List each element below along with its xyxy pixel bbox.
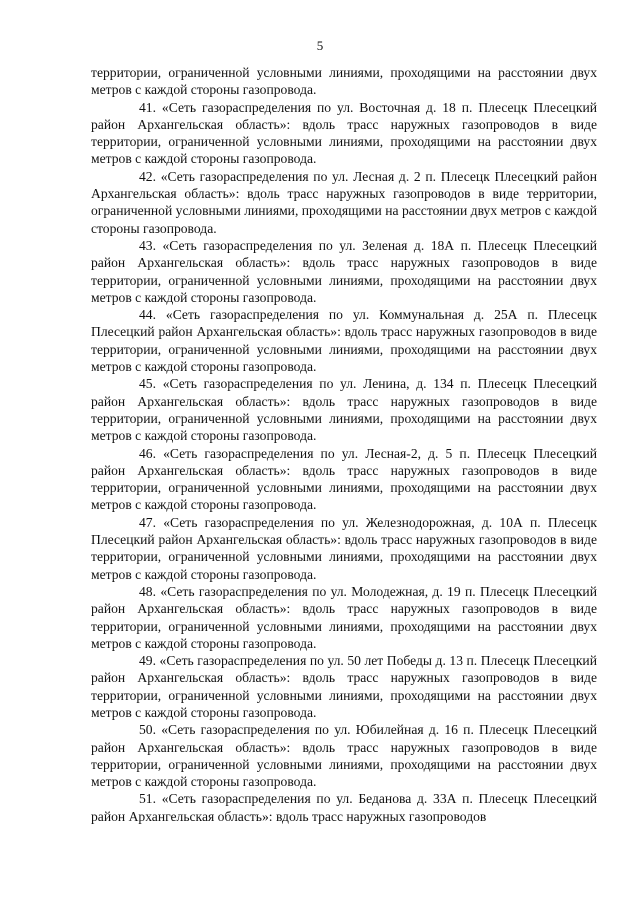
item-number: 44. xyxy=(139,307,156,323)
item-text: «Сеть газораспределения по ул. Лесная-2, д. 5 п. Плесецк Плесецкий район Архангельская область»: вдоль трасс наружных газопроводов в виде территории, ограниченной условными линиями, проходящими на расстоянии двух метров с каждой стороны газопровода. xyxy=(91,445,597,513)
page-number: 5 xyxy=(316,38,324,53)
item-text: «Сеть газораспределения по ул. Коммунальная д. 25А п. Плесецк Плесецкий район Архангельская область»: вдоль трасс наружных газопроводов в виде территории, ограниченной условными линиями, проходящими на расстоянии двух метров с каждой стороны газопровода. xyxy=(91,307,597,375)
item-text: «Сеть газораспределения по ул. Восточная д. 18 п. Плесецк Плесецкий район Архангельская область»: вдоль трасс наружных газопроводов в виде территории, ограниченной условными линиями, проходящими на расстоянии двух метров с каждой стороны газопровода. xyxy=(91,99,597,167)
item-number: 46. xyxy=(139,445,156,461)
item-text: «Сеть газораспределения по ул. Железнодорожная, д. 10А п. Плесецк Плесецкий район Архангельская область»: вдоль трасс наружных газопроводов в виде территории, ограниченной условными линиями, проходящими на расстоянии двух метров с каждой стороны газопровода. xyxy=(91,514,597,582)
list-item xyxy=(91,237,597,306)
item-number: 43. xyxy=(139,237,156,253)
list-item xyxy=(91,790,597,825)
item-number: 45. xyxy=(139,376,156,392)
item-text: «Сеть газораспределения по ул. Молодежная, д. 19 п. Плесецк Плесецкий район Архангельская область»: вдоль трасс наружных газопроводов в виде территории, ограниченной условными линиями, проходящими на расстоянии двух метров с каждой стороны газопровода. xyxy=(91,583,597,651)
item-number: 48. xyxy=(139,583,156,599)
item-text: «Сеть газораспределения по ул. Юбилейная д. 16 п. Плесецк Плесецкий район Архангельская область»: вдоль трасс наружных газопроводов в виде территории, ограниченной условными линиями, проходящими на расстоянии двух метров с каждой стороны газопровода. xyxy=(91,722,597,790)
item-number: 42. xyxy=(139,168,156,184)
continuation-paragraph: территории, ограниченной условными линиями, проходящими на расстоянии двух метров с каждой стороны газопровода. xyxy=(91,65,597,98)
list-item xyxy=(91,445,597,514)
list-item xyxy=(91,514,597,583)
item-number: 49. xyxy=(139,653,156,669)
item-number: 41. xyxy=(139,99,156,115)
item-text: «Сеть газораспределения по ул. 50 лет Победы д. 13 п. Плесецк Плесецкий район Архангельская область»: вдоль трасс наружных газопроводов в виде территории, ограниченной условными линиями, проходящими на расстоянии двух метров с каждой стороны газопровода. xyxy=(91,653,597,720)
item-number: 47. xyxy=(139,514,156,530)
list-item xyxy=(91,375,597,444)
item-text: «Сеть газораспределения по ул. Ленина, д. 134 п. Плесецк Плесецкий район Архангельская область»: вдоль трасс наружных газопроводов в виде территории, ограниченной условными линиями, проходящими на расстоянии двух метров с каждой стороны газопровода. xyxy=(91,376,598,444)
item-text: «Сеть газораспределения по ул. Беданова д. 33А п. Плесецк Плесецкий район Архангельская область»: вдоль трасс наружных газопроводов xyxy=(91,791,598,824)
item-text: «Сеть газораспределения по ул. Лесная д. 2 п. Плесецк Плесецкий район Архангельская область»: вдоль трасс наружных газопроводов в виде территории, ограниченной условными линиями, проходящими на расстоянии двух метров с каждой стороны газопровода. xyxy=(91,168,597,236)
list-item xyxy=(91,583,597,652)
list-item xyxy=(91,721,597,790)
list-item xyxy=(91,652,597,721)
list-item xyxy=(91,168,597,237)
list-item xyxy=(91,99,597,168)
document-body xyxy=(91,64,597,825)
list-item xyxy=(91,306,597,375)
item-number: 50. xyxy=(139,722,156,738)
item-text: «Сеть газораспределения по ул. Зеленая д. 18А п. Плесецк Плесецкий район Архангельская область»: вдоль трасс наружных газопроводов в виде территории, ограниченной условными линиями, проходящими на расстоянии двух метров с каждой стороны газопровода. xyxy=(91,237,597,305)
item-number: 51. xyxy=(139,791,156,807)
